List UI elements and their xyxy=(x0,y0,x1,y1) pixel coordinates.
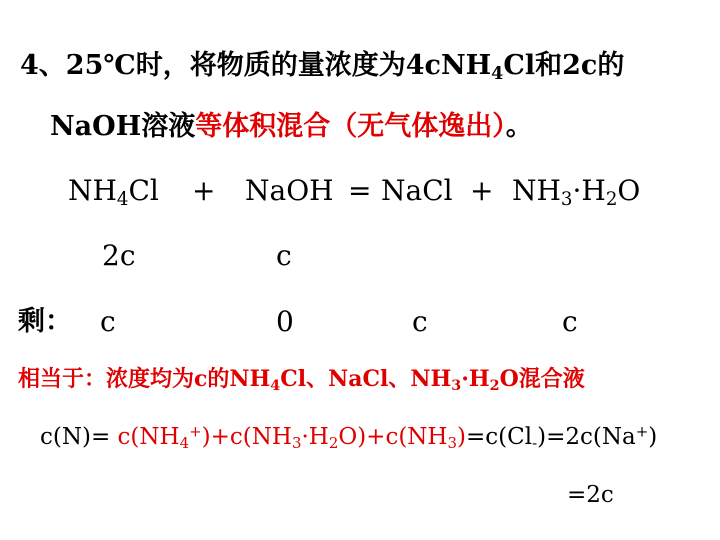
conservation-lhs: c(N)= xyxy=(40,424,118,450)
conservation-result: =2c xyxy=(567,482,614,508)
equivalent-statement: 相当于：浓度均为c的$NH_4Cl$、NaCl、$NH_3\cdot H_2O$混合液 xyxy=(18,366,585,394)
problem-line-2 xyxy=(50,113,533,140)
remain-label: 剩： xyxy=(18,306,72,337)
nitrogen-conservation: $c(N)= c(NH_4^+)+c(NH_3\cdot H_2O)+c(NH_3)=c(Cl_-)=2c(Na^+)$ xyxy=(40,422,658,453)
problem-line-2-text-b: 。 xyxy=(505,111,533,142)
start-amount-nh4cl: 2c xyxy=(102,239,136,272)
conservation-nitrogen-species: $c(NH_4^+)+c(NH_3\cdot H_2O)+c(NH_3)$ xyxy=(117,422,466,453)
remain-amount-naoh: 0 xyxy=(276,305,294,338)
equation-nh4cl: $NH_4Cl$ xyxy=(68,174,159,211)
equation-nh3h2o: $NH_3\cdot H_2O$ xyxy=(512,174,641,211)
problem-line-2-text-a: NaOH溶液 xyxy=(50,111,196,142)
problem-line-2-highlight: 等体积混合（无气体逸出） xyxy=(195,111,506,142)
equation-naoh: NaOH xyxy=(245,174,334,207)
subscript-4: 4 xyxy=(491,63,504,84)
problem-line-1-text-b: Cl和2c的 xyxy=(503,50,625,81)
conservation-chloride: $c(Cl_-)$ xyxy=(485,424,547,453)
equation-equals: = xyxy=(348,174,372,207)
remain-amount-nacl: c xyxy=(412,305,428,338)
remain-amount-nh4cl: c xyxy=(100,305,116,338)
problem-line-1 xyxy=(20,50,625,84)
equation-plus-1: + xyxy=(192,174,216,207)
problem-line-1-text-a: 4、25℃时，将物质的量浓度为4cNH xyxy=(20,50,492,81)
equation-plus-2: + xyxy=(470,174,494,207)
conservation-sodium: 2c(Na+) xyxy=(565,422,658,450)
equation-nacl: NaCl xyxy=(381,174,453,207)
remain-amount-nh3h2o: c xyxy=(562,305,578,338)
start-amount-naoh: c xyxy=(276,239,292,272)
